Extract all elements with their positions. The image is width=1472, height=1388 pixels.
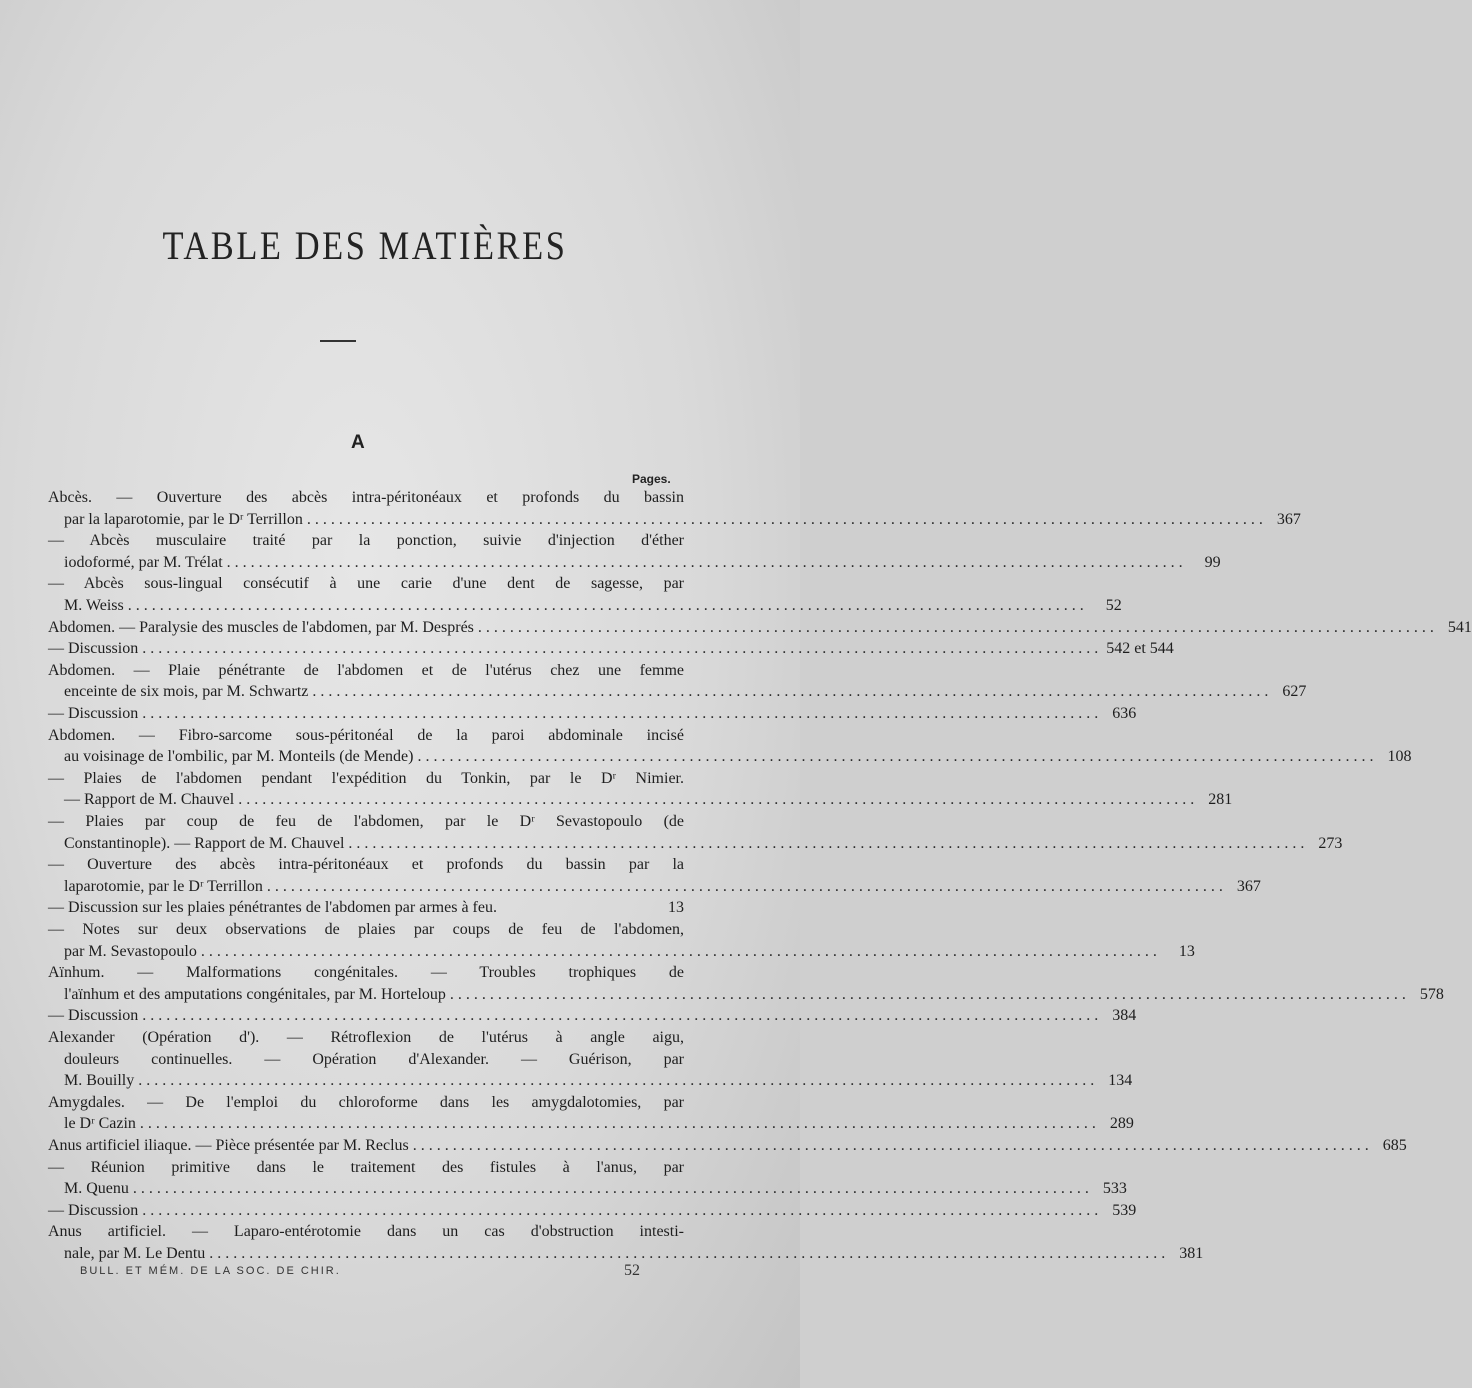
index-line	[64, 789, 1233, 810]
entry-text: Anus artificiel iliaque. — Pièce présentée par M. Reclus	[48, 1137, 409, 1154]
index-line	[48, 1005, 1137, 1026]
entry-text: — Réunion primitive dans le traitement des fistules à l'anus, par	[48, 1158, 684, 1176]
entry-text: Anus artificiel. — Laparo-entérotomie dans un cas d'obstruction intesti-	[48, 1223, 684, 1241]
entry-text: — Abcès sous-lingual consécutif à une carie d'une dent de sagesse, par	[48, 575, 684, 593]
dot-leader: ........................................................................................................................	[142, 1007, 1103, 1025]
entry-text: M. Bouilly	[64, 1072, 135, 1090]
index-line	[48, 811, 684, 832]
dot-leader: ........................................................................................................................	[348, 834, 1309, 852]
entry-text: — Plaies par coup de feu de l'abdomen, par le Dʳ Sevastopoulo (de	[48, 813, 684, 830]
index-line	[48, 660, 684, 681]
entry-page-number: 289	[1109, 1115, 1134, 1133]
entry-text: Abdomen. — Plaie pénétrante de l'abdomen et de l'utérus chez une femme	[48, 661, 684, 679]
entry-page-number: 627	[1282, 683, 1307, 701]
entry-text: — Discussion sur les plaies pénétrantes de l'abdomen par armes à feu.	[48, 899, 497, 917]
entry-page-number: 539	[1112, 1201, 1137, 1219]
entry-page-number: 578	[1419, 985, 1444, 1003]
entry-text: iodoformé, par M. Trélat	[64, 553, 223, 571]
index-line	[48, 1092, 684, 1113]
dot-leader: ........................................................................................................................	[127, 597, 1088, 614]
entry-page-number: 273	[1318, 834, 1343, 852]
dot-leader: ........................................................................................................................	[200, 942, 1161, 960]
dot-leader: ........................................................................................................................	[226, 553, 1187, 571]
entry-page-number: 381	[1179, 1245, 1204, 1262]
index-line	[64, 876, 1261, 897]
entry-text: — Discussion	[48, 705, 139, 722]
entry-text: l'aïnhum et des amputations congénitales, par M. Horteloup	[64, 985, 446, 1003]
entry-text: douleurs continuelles. — Opération d'Alexander. — Guérison, par	[64, 1050, 684, 1068]
entry-text: M. Quenu	[64, 1180, 129, 1198]
entry-page-number: 636	[1112, 705, 1137, 722]
entry-text: — Rapport de M. Chauvel	[64, 791, 235, 809]
entry-page-number: 367	[1276, 510, 1301, 528]
index-line	[64, 681, 1307, 702]
dot-leader: ........................................................................................................................	[266, 877, 1227, 895]
entry-page-number: 384	[1112, 1007, 1137, 1025]
entry-text: — Notes sur deux observations de plaies par coups de feu de l'abdomen,	[48, 921, 684, 938]
entry-page-number: 13	[1178, 942, 1195, 960]
entry-text: Abcès. — Ouverture des abcès intra-péritonéaux et profonds du bassin	[48, 489, 684, 506]
dot-leader: ........................................................................................................................	[139, 1115, 1100, 1133]
dot-leader: ........................................................................................................................	[142, 1201, 1103, 1219]
entry-text: — Abcès musculaire traité par la ponction, suivie d'injection d'éther	[48, 532, 684, 550]
dot-leader: ........................................................................................................................	[132, 1180, 1093, 1198]
entry-text: par M. Sevastopoulo	[64, 942, 197, 960]
entry-page-number: 134	[1108, 1072, 1133, 1090]
dot-leader: ........................................................................................................................	[417, 748, 1378, 766]
index-line	[48, 897, 684, 918]
dot-leader: ........................................................................................................................	[312, 683, 1273, 701]
entry-text: — Discussion	[48, 1201, 139, 1219]
page-title: TABLE DES MATIÈRES	[162, 223, 568, 268]
index-line	[48, 703, 1137, 724]
entry-page-number: 367	[1236, 877, 1261, 895]
index-line	[48, 1200, 1137, 1221]
entry-text: Alexander (Opération d'). — Rétroflexion de l'utérus à angle aigu,	[48, 1029, 684, 1046]
dot-leader: ........................................................................................................................	[138, 1072, 1099, 1090]
entry-text: — Discussion	[48, 640, 139, 658]
index-line	[64, 1178, 1127, 1199]
pages-column-label: Pages.	[632, 472, 671, 486]
entry-text: Abdomen. — Paralysie des muscles de l'abdomen, par M. Després	[48, 618, 474, 636]
dot-leader: ........................................................................................................................	[306, 510, 1267, 528]
entry-page-number: 52	[1105, 597, 1122, 614]
entry-text: le Dʳ Cazin	[64, 1115, 136, 1133]
index-line	[64, 941, 1195, 962]
index-line	[48, 1157, 684, 1178]
entry-text: au voisinage de l'ombilic, par M. Monteils (de Mende)	[64, 748, 414, 766]
index-line	[48, 573, 684, 594]
entry-text: nale, par M. Le Dentu	[64, 1245, 206, 1262]
index-line	[48, 854, 684, 875]
index-line	[48, 1027, 684, 1048]
index-line	[64, 746, 1412, 767]
index-line	[64, 1113, 1134, 1134]
entry-text: Aïnhum. — Malformations congénitales. — Troubles trophiques de	[48, 964, 684, 982]
entry-page-number: 685	[1382, 1137, 1407, 1154]
index-line	[64, 984, 1444, 1005]
section-letter: A	[351, 432, 365, 453]
entry-page-number: 533	[1102, 1180, 1127, 1198]
entry-page-number: 13	[668, 899, 684, 917]
entry-text: par la laparotomie, par le Dʳ Terrillon	[64, 510, 303, 528]
entry-text: — Ouverture des abcès intra-péritonéaux et profonds du bassin par la	[48, 856, 684, 874]
dot-leader: ........................................................................................................................	[449, 985, 1410, 1003]
entry-text: Abdomen. — Fibro-sarcome sous-péritonéal de la paroi abdominale incisé	[48, 726, 684, 744]
entry-text: — Discussion	[48, 1007, 139, 1025]
entry-page-number: 281	[1208, 791, 1233, 809]
entry-page-number: 542 et 544	[1106, 640, 1174, 658]
entry-page-number: 99	[1204, 553, 1221, 571]
index-line	[48, 487, 684, 508]
index-line	[64, 833, 1343, 854]
entry-text: enceinte de six mois, par M. Schwartz	[64, 683, 309, 701]
dot-leader: ........................................................................................................................	[142, 640, 1103, 658]
index-line	[48, 638, 1174, 659]
entry-page-number: 108	[1387, 748, 1412, 766]
entry-text: — Plaies de l'abdomen pendant l'expédition du Tonkin, par le Dʳ Nimier.	[48, 769, 684, 787]
entry-text: M. Weiss	[64, 597, 124, 614]
index-line	[64, 552, 1221, 573]
index-line	[48, 530, 684, 551]
index-line	[48, 962, 684, 983]
page-footer	[80, 1262, 640, 1285]
dot-leader: ........................................................................................................................	[477, 618, 1438, 636]
index-line	[48, 1135, 1407, 1156]
index-line	[64, 1070, 1133, 1091]
index-line	[64, 509, 1301, 530]
dot-leader: ........................................................................................................................	[238, 791, 1199, 809]
index-line	[64, 1243, 1204, 1264]
index-line	[48, 725, 684, 746]
entry-text: laparotomie, par le Dʳ Terrillon	[64, 877, 263, 895]
dot-leader: ........................................................................................................................	[412, 1137, 1373, 1154]
footer-sheet-number: 52	[624, 1262, 640, 1279]
entry-text: Constantinople). — Rapport de M. Chauvel	[64, 834, 345, 852]
index-line	[64, 1049, 684, 1070]
index-line	[48, 617, 1472, 638]
footer-journal: BULL. ET MÉM. DE LA SOC. DE CHIR.	[80, 1265, 341, 1277]
index-line	[48, 919, 684, 940]
dot-leader: ........................................................................................................................	[142, 705, 1103, 722]
entry-text: Amygdales. — De l'emploi du chloroforme dans les amygdalotomies, par	[48, 1093, 684, 1111]
dot-leader: ........................................................................................................................	[209, 1245, 1170, 1262]
index-line	[48, 768, 684, 789]
index-line	[48, 1221, 684, 1242]
entry-page-number: 541	[1447, 618, 1472, 636]
index-line	[64, 595, 1122, 616]
